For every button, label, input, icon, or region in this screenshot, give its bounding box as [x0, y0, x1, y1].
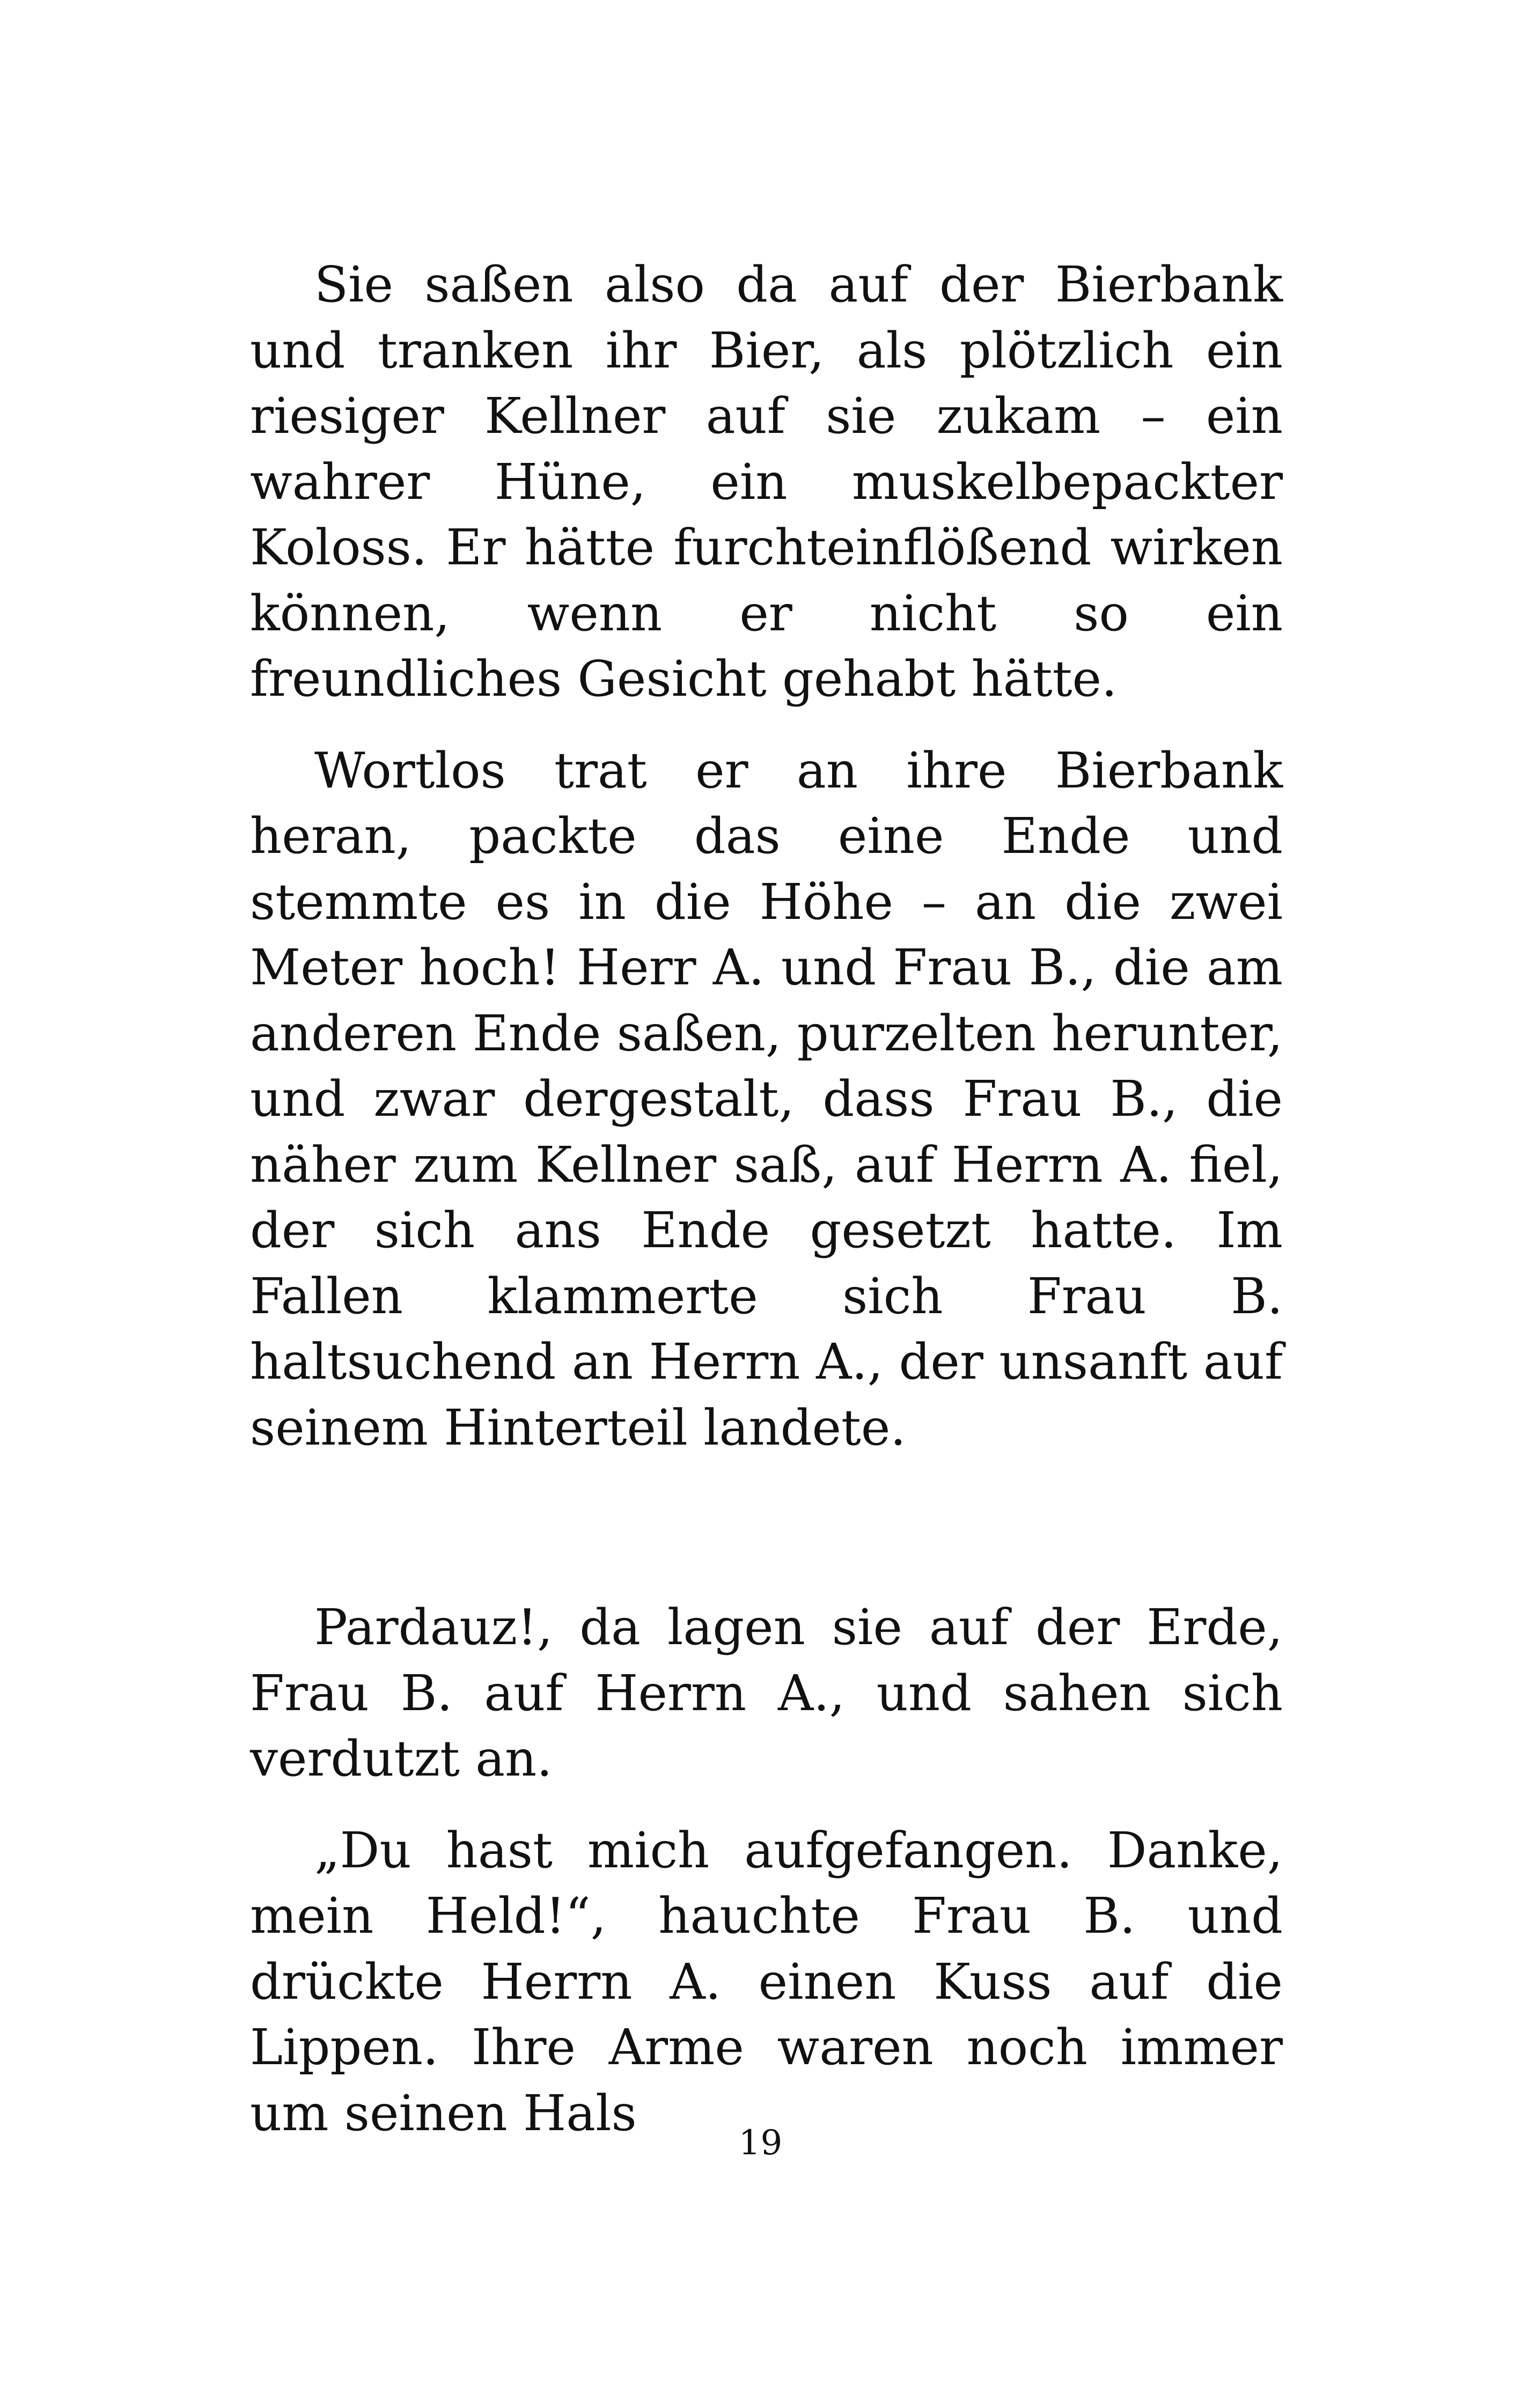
paragraph-4: „Du hast mich aufgefangen. Danke, mein Held!“, hauchte Frau B. und drückte Herrn A. einen Kuss auf die Lippen. Ihre Arme waren noch immer um seinen Hals [250, 1821, 1283, 2142]
paragraph-3: Pardauz!, da lagen sie auf der Erde, Frau B. auf Herrn A., und sahen sich verdutzt an. [250, 1599, 1283, 1787]
paragraph-2: Wortlos trat er an ihre Bierbank heran, packte das eine Ende und stemmte es in die Höhe – an die zwei Meter hoch! Herr A. und Frau B., die am anderen Ende saßen, purzelten herunter, und zwar dergestalt, dass Frau B., die näher zum Kellner saß, auf Herrn A. fiel, der sich ans Ende gesetzt hatte. Im Fallen klammerte sich Frau B. haltsuchend an Herrn A., der unsanft auf seinem Hinterteil landete. [250, 741, 1283, 1456]
paragraph-1: Sie saßen also da auf der Bierbank und tranken ihr Bier, als plötzlich ein riesiger Kellner auf sie zukam – ein wahrer Hüne, ein muskelbepackter Koloss. Er hätte furchteinflößend wirken können, wenn er nicht so ein freundliches Gesicht gehabt hätte. [250, 256, 1283, 708]
page-number: 19 [738, 2123, 783, 2163]
body-text [250, 252, 1283, 2146]
